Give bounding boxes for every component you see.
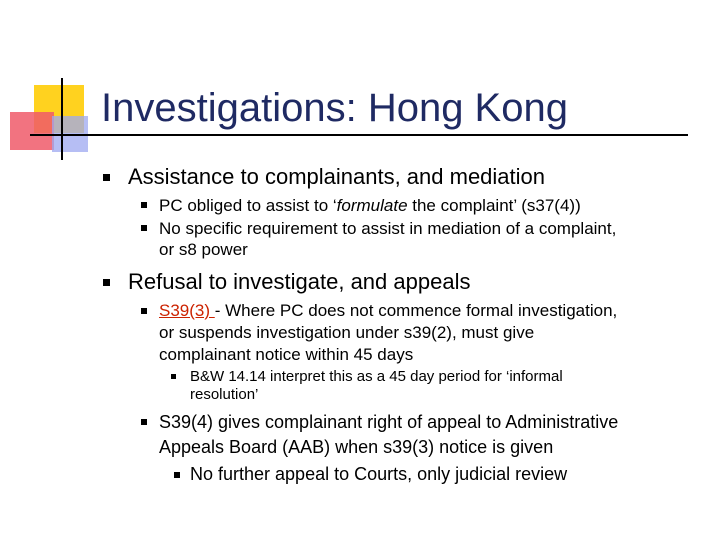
item-s39-3-line1-rest: - Where PC does not commence formal investigation, bbox=[214, 301, 618, 320]
bullet-square-icon bbox=[103, 174, 110, 181]
slide-title: Investigations: Hong Kong bbox=[101, 86, 568, 130]
sub-item-bw-line2: resolution’ bbox=[190, 386, 259, 403]
bullet-square-icon bbox=[103, 279, 110, 286]
item-formulate bbox=[159, 195, 581, 216]
section-heading-refusal: Refusal to investigate, and appeals bbox=[128, 269, 471, 294]
s39-3-link[interactable]: S39(3) bbox=[159, 301, 215, 320]
item-s39-3-line3: complainant notice within 45 days bbox=[159, 345, 414, 364]
item-mediation-line1: No specific requirement to assist in mediation of a complaint, bbox=[159, 219, 617, 238]
item-formulate-pre: PC obliged to assist to ‘ bbox=[159, 196, 337, 215]
item-s39-3-line2: or suspends investigation under s39(2), must give bbox=[159, 323, 535, 342]
decor-red-square bbox=[10, 112, 54, 150]
bullet-square-icon bbox=[141, 308, 147, 314]
bullet-square-icon bbox=[141, 419, 147, 425]
item-s39-4-line2: Appeals Board (AAB) when s39(3) notice is given bbox=[159, 437, 554, 457]
bullet-square-icon bbox=[141, 225, 147, 231]
item-s39-3-line1 bbox=[159, 300, 617, 321]
item-formulate-post: the complaint’ (s37(4)) bbox=[407, 196, 581, 215]
section-heading-assistance: Assistance to complainants, and mediation bbox=[128, 164, 546, 189]
decor-vertical-line bbox=[61, 78, 63, 160]
bullet-square-icon bbox=[141, 202, 147, 208]
item-formulate-emphasis: formulate bbox=[336, 196, 408, 215]
sub-item-no-appeal: No further appeal to Courts, only judicial review bbox=[190, 464, 568, 484]
item-s39-4-line1: S39(4) gives complainant right of appeal to Administrative bbox=[159, 412, 619, 432]
item-mediation-line2: or s8 power bbox=[159, 240, 248, 259]
sub-item-bw-line1: B&W 14.14 interpret this as a 45 day period for ‘informal bbox=[190, 368, 563, 385]
bullet-square-icon bbox=[171, 374, 176, 379]
bullet-square-icon bbox=[174, 472, 180, 478]
title-underline bbox=[30, 134, 688, 136]
